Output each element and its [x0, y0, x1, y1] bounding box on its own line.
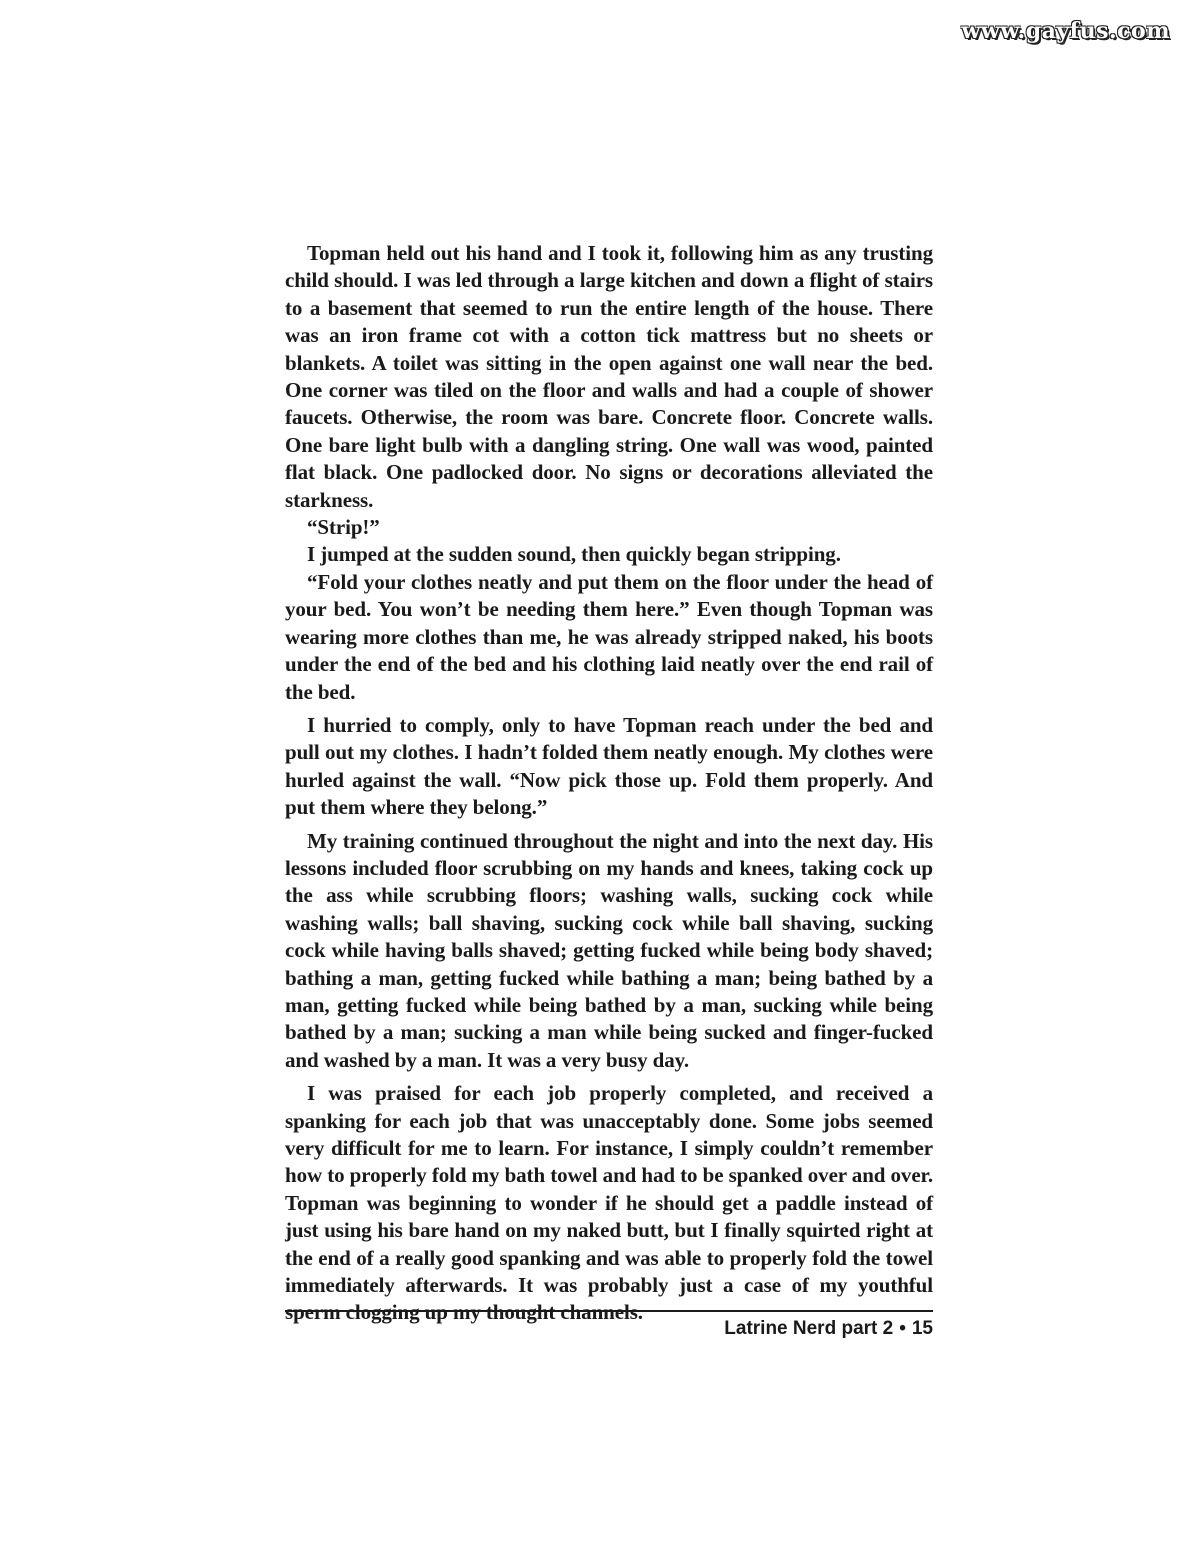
site-watermark: www.gayfus.com: [961, 18, 1170, 44]
paragraph: “Strip!”: [307, 515, 380, 540]
paragraph: I hurried to comply, only to have Topman reach under the bed and pull out my clothes. I hadn’t folded them neatly enough. My clothes were hurled against the wall. “Now pick those up. Fold them properly. And put them where they belong.”: [285, 712, 933, 820]
body-text: [285, 240, 933, 1327]
paragraph: “Fold your clothes neatly and put them on the floor under the head of your bed. You won’t be needing them here.” Even though Topman was wearing more clothes than me, he was already stripped naked, his boots under the end of the bed and his clothing laid neatly over the end rail of the bed.: [285, 569, 933, 704]
paragraph: I was praised for each job properly completed, and received a spanking for each job that was unacceptably done. Some jobs seemed very difficult for me to learn. For instance, I simply couldn’t remember how to properly fold my bath towel and had to be spanked over and over. Topman was beginning to wonder if he should get a paddle instead of just using his bare hand on my naked butt, but I finally squirted right at the end of a really good spanking and was able to properly fold the towel immediately afterwards. It was probably just a case of my youthful sperm clogging up my thought channels.: [285, 1081, 933, 1325]
footer-rule: [285, 1310, 933, 1312]
page-number: 15: [911, 1318, 933, 1339]
footer-separator: •: [899, 1318, 906, 1339]
running-footer: [285, 1318, 933, 1340]
footer-title: Latrine Nerd part 2: [724, 1318, 894, 1339]
paragraph: My training continued throughout the night and into the next day. His lessons included floor scrubbing on my hands and knees, taking cock up the ass while scrubbing floors; washing walls, sucking cock while washing walls; ball shaving, sucking cock while ball shaving, sucking cock while having balls shaved; getting fucked while being body shaved; bathing a man, getting fucked while bathing a man; being bathed by a man, getting fucked while being bathed by a man, sucking while being bathed by a man; sucking a man while being sucked and finger-fucked and washed by a man. It was a very busy day.: [285, 828, 933, 1072]
paragraph: I jumped at the sudden sound, then quickly began stripping.: [307, 542, 841, 567]
paragraph: Topman held out his hand and I took it, following him as any trusting child should. I was led through a large kitchen and down a flight of stairs to a basement that seemed to run the entire length of the house. There was an iron frame cot with a cotton tick mattress but no sheets or blankets. A toilet was sitting in the open against one wall near the bed. One corner was tiled on the floor and walls and had a couple of shower faucets. Otherwise, the room was bare. Concrete floor. Concrete walls. One bare light bulb with a dangling string. One wall was wood, painted flat black. One padlocked door. No signs or decorations alleviated the starkness.: [285, 241, 933, 512]
